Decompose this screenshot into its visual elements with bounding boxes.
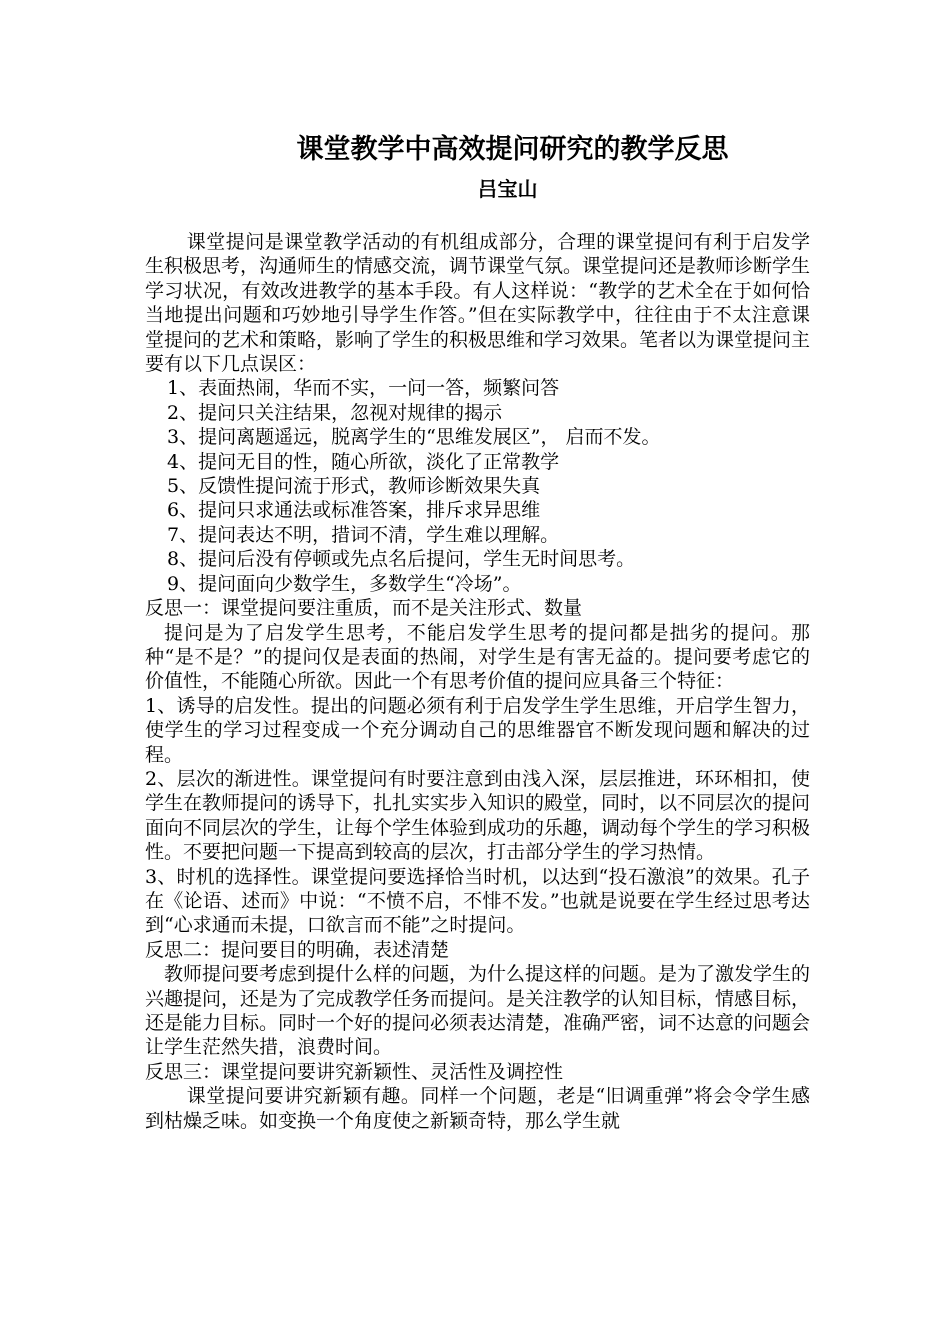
reflection-1-point: 2、层次的渐进性。课堂提问有时要注意到由浅入深，层层推进，环环相扣，使学生在教师提问的诱导下，扎扎实实步入知识的殿堂，同时，以不同层次的提问面向不同层次的学生，让每个学生体验到成功的乐趣，调动每个学生的学习积极性。不要把问题一下提高到较高的层次，打击部分学生的学习热情。 <box>145 767 811 864</box>
list-item: 9、提问面向少数学生，多数学生“冷场”。 <box>167 572 522 595</box>
list-item: 1、表面热闹，华而不实，一问一答，频繁问答 <box>167 377 560 400</box>
list-item: 3、提问离题遥远，脱离学生的“思维发展区”， 启而不发。 <box>167 426 661 449</box>
reflection-1-point: 3、时机的选择性。课堂提问要选择恰当时机，以达到“投石激浪”的效果。孔子在《论语、述而》中说：“不愤不启，不悱不发。”也就是说要在学生经过思考达到“心求通而未提，口欲言而不能”之时提问。 <box>145 865 810 937</box>
list-item: 7、提问表达不明，措词不清，学生难以理解。 <box>167 523 560 546</box>
reflection-1-paragraph: 提问是为了启发学生思考，不能启发学生思考的提问都是拙劣的提问。那种“是不是？”的提问仅是表面的热闹，对学生是有害无益的。提问要考虑它的价值性，不能随心所欲。因此一个有思考价值的提问应具备三个特征： <box>145 621 810 693</box>
reflection-1-heading: 反思一：课堂提问要注重质，而不是关注形式、数量 <box>145 597 583 620</box>
document-body <box>145 230 810 1133</box>
list-item: 8、提问后没有停顿或先点名后提问，学生无时间思考。 <box>167 548 636 571</box>
list-item: 2、提问只关注结果，忽视对规律的揭示 <box>167 401 503 424</box>
reflection-2-paragraph: 教师提问要考虑到提什么样的问题，为什么提这样的问题。是为了激发学生的兴趣提问，还是为了完成教学任务而提问。是关注教学的认知目标，情感目标，还是能力目标。同时一个好的提问必须表达清楚，准确严密，词不达意的问题会让学生茫然失措，浪费时间。 <box>145 963 811 1059</box>
list-item: 5、反馈性提问流于形式，教师诊断效果失真 <box>167 475 541 498</box>
reflection-2-heading: 反思二：提问要目的明确，表述清楚 <box>145 938 450 961</box>
mistake-list <box>145 376 810 596</box>
document-author: 吕宝山 <box>477 177 538 201</box>
document-page <box>145 130 810 1133</box>
reflection-3-heading: 反思三：课堂提问要讲究新颖性、灵活性及调控性 <box>145 1060 564 1083</box>
document-title: 课堂教学中高效提问研究的教学反思 <box>296 134 729 165</box>
list-item: 6、提问只求通法或标准答案，排斥求异思维 <box>167 499 541 522</box>
list-item: 4、提问无目的性，随心所欲，淡化了正常教学 <box>167 450 560 473</box>
intro-paragraph: 课堂提问是课堂教学活动的有机组成部分，合理的课堂提问有利于启发学生积极思考，沟通师生的情感交流，调节课堂气氛。课堂提问还是教师诊断学生学习状况，有效改进教学的基本手段。有人这样说：“教学的艺术全在于如何恰当地提出问题和巧妙地引导学生作答。”但在实际教学中，往往由于不太注意课堂提问的艺术和策略，影响了学生的积极思维和学习效果。笔者以为课堂提问主要有以下几点误区： <box>145 231 811 376</box>
reflection-3-paragraph: 课堂提问要讲究新颖有趣。同样一个问题，老是“旧调重弹”将会令学生感到枯燥乏味。如变换一个角度使之新颖奇特，那么学生就 <box>145 1085 810 1132</box>
reflection-1-point: 1、诱导的启发性。提出的问题必须有利于启发学生学生思维，开启学生智力，使学生的学习过程变成一个充分调动自己的思维器官不断发现问题和解决的过程。 <box>145 694 810 766</box>
